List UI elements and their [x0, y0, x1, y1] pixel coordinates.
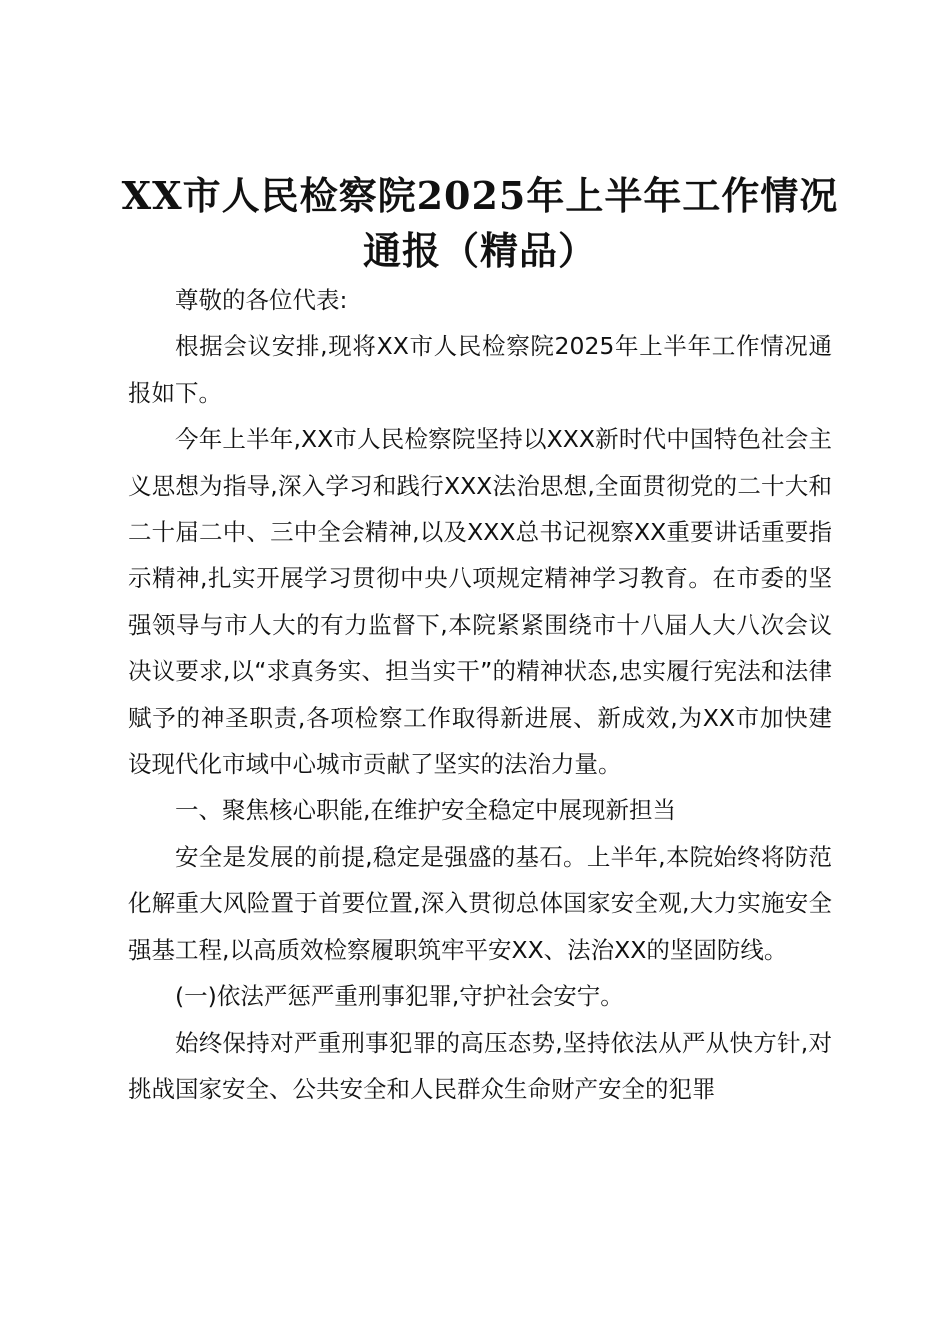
document-title: XX市人民检察院2025年上半年工作情况通报（精品）: [121, 173, 839, 273]
document-body: [128, 277, 832, 1112]
section-heading-1: 一、聚焦核心职能,在维护安全稳定中展现新担当: [175, 796, 676, 825]
paragraph-intro: 根据会议安排,现将XX市人民检察院2025年上半年工作情况通报如下。: [128, 332, 832, 407]
subsection-heading-1: (一)依法严惩严重刑事犯罪,守护社会安宁。: [175, 982, 624, 1011]
paragraph-crime: 始终保持对严重刑事犯罪的高压态势,坚持依法从严从快方针,对挑战国家安全、公共安全和人民群众生命财产安全的犯罪: [128, 1028, 832, 1103]
paragraph-overview: 今年上半年,XX市人民检察院坚持以XXX新时代中国特色社会主义思想为指导,深入学习和践行XXX法治思想,全面贯彻党的二十大和二十届二中、三中全会精神,以及XXX总书记视察XX重要讲话重要指示精神,扎实开展学习贯彻中央八项规定精神学习教育。在市委的坚强领导与市人大的有力监督下,本院紧紧围绕市十八届人大八次会议决议要求,以“求真务实、担当实干”的精神状态,忠实履行宪法和法律赋予的神圣职责,各项检察工作取得新进展、新成效,为XX市加快建设现代化市域中心城市贡献了坚实的法治力量。: [128, 425, 832, 779]
salutation: 尊敬的各位代表:: [175, 286, 348, 314]
paragraph-security: 安全是发展的前提,稳定是强盛的基石。上半年,本院始终将防范化解重大风险置于首要位置,深入贯彻总体国家安全观,大力实施安全强基工程,以高质效检察履职筑牢平安XX、法治XX的坚固防线。: [128, 842, 832, 964]
